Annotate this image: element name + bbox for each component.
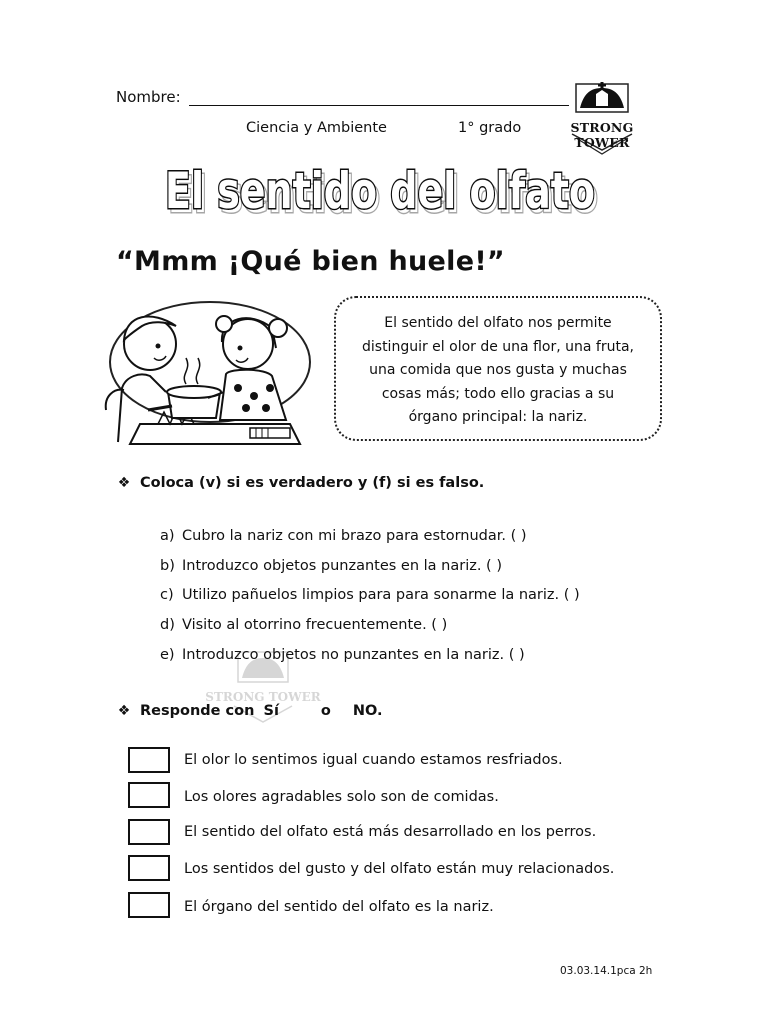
info-line: distinguir el olor de una flor, una fruta, (362, 338, 634, 355)
grade-label: 1° grado (458, 120, 522, 136)
school-logo (552, 78, 652, 158)
true-false-item[interactable] (160, 558, 502, 574)
info-line: órgano principal: la nariz. (408, 409, 588, 425)
section-true-false-heading (116, 475, 484, 491)
item-label: a) (160, 528, 175, 544)
section-yes-no-heading (116, 703, 383, 719)
yes-no-instruction-prefix: Responde con (140, 703, 255, 719)
info-line: El sentido del olfato nos permite (384, 315, 612, 331)
slogan: “Mmm ¡Qué bien huele!” (116, 246, 505, 277)
answer-box[interactable] (128, 892, 170, 918)
name-label: Nombre: (116, 88, 181, 106)
item-text: Introduzco objetos no punzantes en la nariz. ( ) (182, 647, 525, 663)
answer-box[interactable] (128, 819, 170, 845)
item-text: Cubro la nariz con mi brazo para estornudar. ( ) (182, 528, 527, 544)
info-line: cosas más; todo ello gracias a su (381, 385, 615, 402)
item-label: e) (160, 647, 175, 663)
name-field-row (116, 88, 569, 106)
yes-no-statement: Los sentidos del gusto y del olfato están muy relacionados. (184, 861, 615, 877)
school-logo-text: STRONG TOWER (570, 120, 634, 150)
info-line: una comida que nos gusta y muchas (369, 362, 627, 378)
document-code: 03.03.14.1pca 2h (560, 965, 653, 977)
info-box (334, 296, 662, 441)
true-false-item[interactable] (160, 528, 527, 544)
item-text: Introduzco objetos punzantes en la nariz. ( ) (182, 558, 502, 574)
yes-no-statement: Los olores agradables solo son de comidas. (184, 789, 499, 805)
subject-label: Ciencia y Ambiente (246, 120, 387, 136)
option-connector: o (320, 703, 331, 719)
item-label: b) (160, 558, 175, 574)
children-cooking-illustration (100, 292, 315, 452)
diamond-bullet-icon: ❖ (117, 475, 131, 491)
page-title (150, 154, 610, 226)
answer-box[interactable] (128, 855, 170, 881)
diamond-bullet-icon: ❖ (117, 703, 131, 719)
true-false-item[interactable] (160, 587, 580, 603)
page-title-text: El sentido del olfato (165, 162, 595, 220)
name-field-line[interactable] (189, 91, 569, 106)
item-text: Utilizo pañuelos limpios para para sonarme la nariz. ( ) (182, 587, 580, 603)
answer-box[interactable] (128, 782, 170, 808)
item-text: Visito al otorrino frecuentemente. ( ) (182, 617, 448, 633)
watermark-text: STRONG TOWER (205, 690, 321, 704)
option-yes: Sí (263, 703, 279, 719)
yes-no-statement: El sentido del olfato está más desarrollado en los perros. (184, 824, 597, 840)
section-true-false-instruction: Coloca (v) si es verdadero y (f) si es falso. (140, 475, 485, 491)
answer-box[interactable] (128, 747, 170, 773)
option-no: NO. (352, 703, 383, 719)
item-label: c) (160, 587, 174, 603)
yes-no-statement: El olor lo sentimos igual cuando estamos resfriados. (184, 752, 563, 768)
true-false-item[interactable] (160, 617, 447, 633)
item-label: d) (160, 617, 175, 633)
yes-no-statement: El órgano del sentido del olfato es la nariz. (184, 899, 494, 915)
